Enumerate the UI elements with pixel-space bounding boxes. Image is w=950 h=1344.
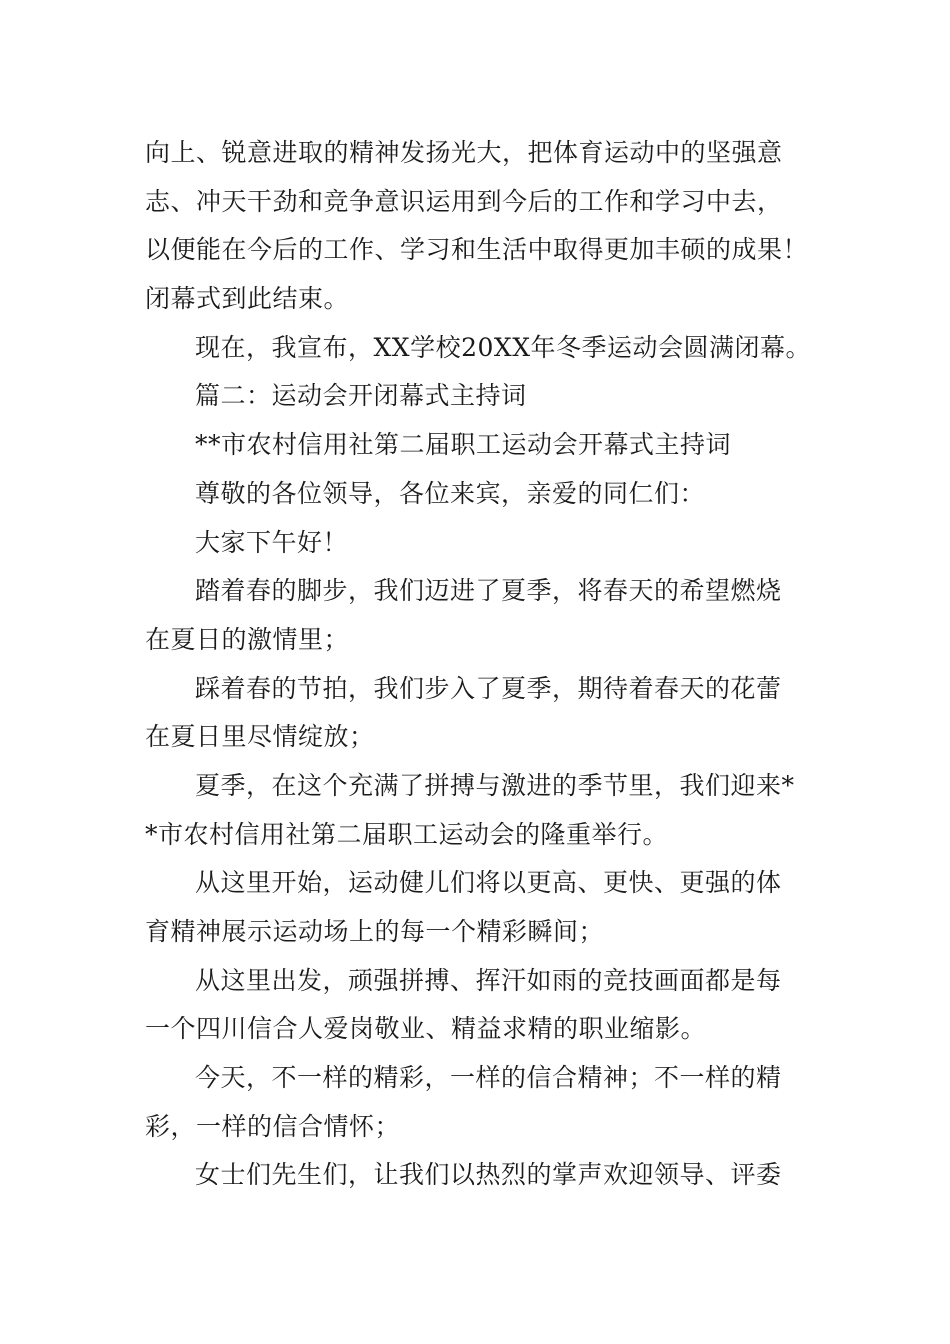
text-line: 现在，我宣布，XX学校20XX年冬季运动会圆满闭幕。 xyxy=(195,332,812,362)
text-line: 尊敬的各位领导，各位来宾，亲爱的同仁们： xyxy=(195,478,706,508)
text-line: 一个四川信合人爱岗敬业、精益求精的职业缩影。 xyxy=(145,1014,707,1044)
text-line: 在夏日的激情里； xyxy=(145,624,350,654)
text-line: 踩着春的节拍，我们步入了夏季，期待着春天的花蕾 xyxy=(195,673,782,703)
text-line: 闭幕式到此结束。 xyxy=(145,284,350,314)
text-line: 在夏日里尽情绽放； xyxy=(145,722,375,752)
text-line: 今天，不一样的精彩，一样的信合精神；不一样的精 xyxy=(195,1063,782,1093)
text-line: 以便能在今后的工作、学习和生活中取得更加丰硕的成果！ xyxy=(145,235,809,265)
text-line: 志、冲天干劲和竞争意识运用到今后的工作和学习中去， xyxy=(145,186,783,216)
text-line: 育精神展示运动场上的每一个精彩瞬间； xyxy=(145,917,605,946)
section-heading: 篇二：运动会开闭幕式主持词 xyxy=(195,381,527,411)
text-line: 踏着春的脚步，我们迈进了夏季，将春天的希望燃烧 xyxy=(195,576,782,606)
document-title: **市农村信用社第二届职工运动会开幕式主持词 xyxy=(195,430,732,460)
text-line: 彩，一样的信合情怀； xyxy=(145,1111,401,1141)
text-line: *市农村信用社第二届职工运动会的隆重举行。 xyxy=(145,819,669,849)
text-line: 从这里出发，顽强拼搏、挥汗如雨的竞技画面都是每 xyxy=(195,965,782,995)
text-line: 向上、锐意进取的精神发扬光大，把体育运动中的坚强意 xyxy=(145,138,783,167)
document-body xyxy=(145,129,810,1200)
text-line: 女士们先生们，让我们以热烈的掌声欢迎领导、评委 xyxy=(195,1160,782,1190)
text-line: 大家下午好！ xyxy=(195,527,349,557)
text-line: 夏季，在这个充满了拼搏与激进的季节里，我们迎来* xyxy=(195,770,795,800)
text-line: 从这里开始，运动健儿们将以更高、更快、更强的体 xyxy=(195,868,782,898)
